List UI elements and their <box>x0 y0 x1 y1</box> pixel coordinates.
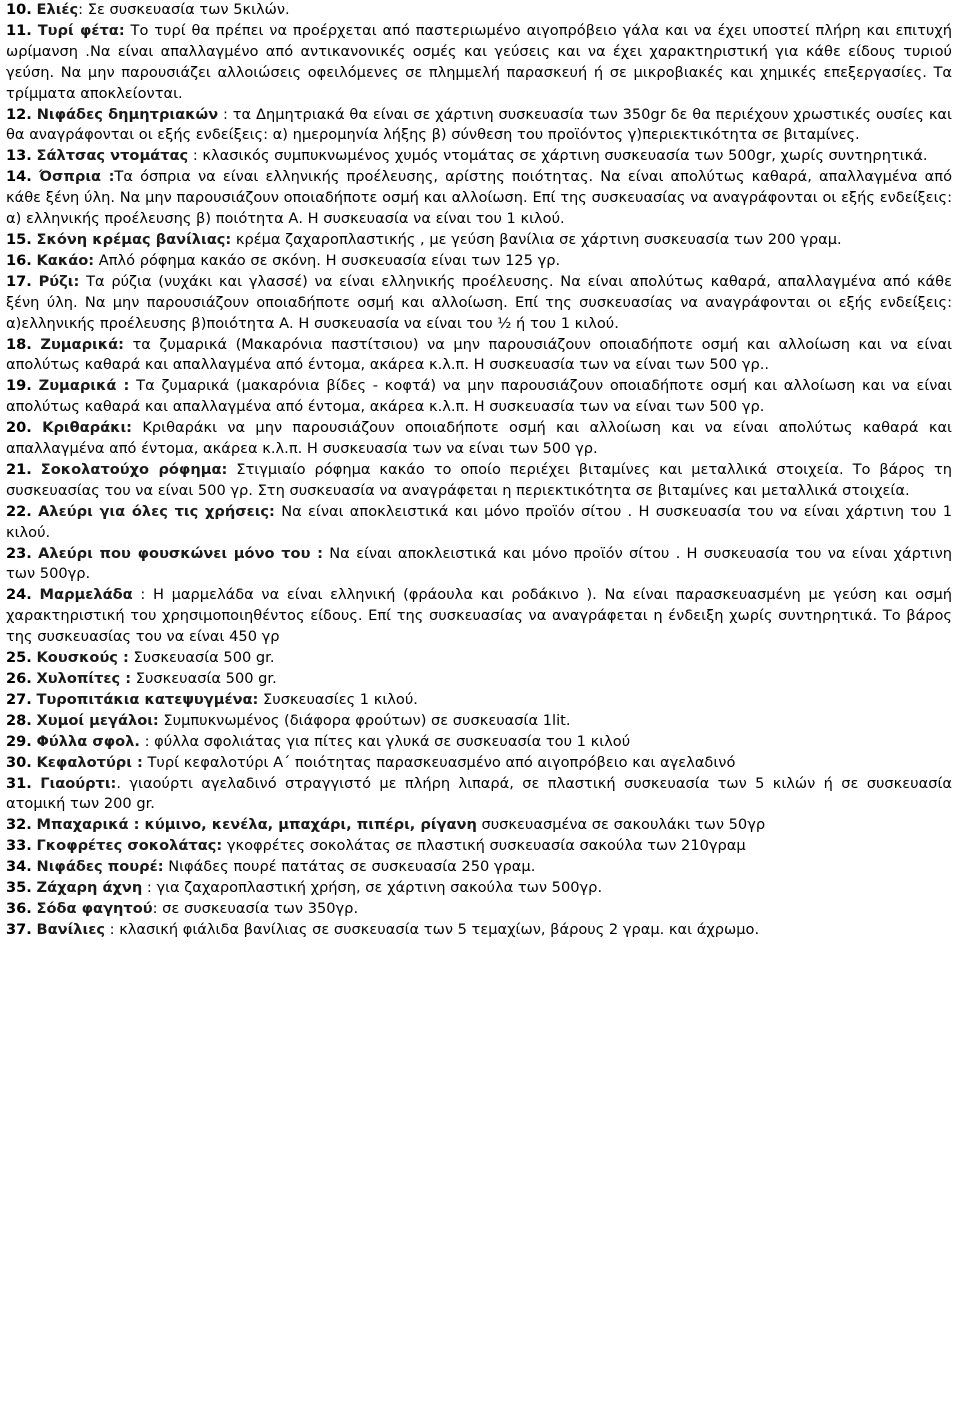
item-separator: : <box>152 899 163 917</box>
list-item-14 <box>6 167 952 230</box>
list-item-28 <box>6 711 952 732</box>
item-name: Ρύζι: <box>38 272 80 290</box>
item-number: 37. <box>6 920 32 938</box>
list-item-30 <box>6 753 952 774</box>
item-number: 30. <box>6 753 32 771</box>
list-item-31 <box>6 774 952 816</box>
item-description: κρέμα ζαχαροπλαστικής , με γεύση βανίλια σε χάρτινη συσκευασία των 200 γραμ. <box>235 230 842 248</box>
item-separator <box>132 419 142 436</box>
item-number: 12. <box>6 105 32 123</box>
item-number: 23. <box>6 544 32 562</box>
item-number: 25. <box>6 649 32 667</box>
item-name: Αλεύρι για όλες τις χρήσεις: <box>38 502 275 520</box>
item-name: Σόδα φαγητού <box>36 899 153 917</box>
item-number: 35. <box>6 879 32 897</box>
item-name: Φύλλα σφολ. <box>36 732 140 750</box>
item-name: Αλεύρι που φουσκώνει μόνο του : <box>38 544 323 562</box>
item-number: 20. <box>6 419 32 437</box>
item-description: Συσκευασία 500 gr. <box>133 649 275 667</box>
item-number: 29. <box>6 732 32 750</box>
item-name: Κακάο: <box>36 251 95 269</box>
item-separator <box>227 461 236 478</box>
item-number: 16. <box>6 251 32 269</box>
item-separator: : <box>132 586 153 604</box>
item-separator: : <box>139 732 155 750</box>
item-name: Χυμοί μεγάλοι: <box>36 711 159 729</box>
item-number: 22. <box>6 502 32 520</box>
list-item-37 <box>6 920 952 941</box>
item-number: 33. <box>6 837 32 855</box>
item-name: Σκόνη κρέμας βανίλιας: <box>36 230 232 248</box>
item-description: Σε συσκευασία των 5κιλών. <box>87 1 290 18</box>
list-item-16 <box>6 251 952 272</box>
item-description: συσκευασμένα σε σακουλάκι των 50γρ <box>481 816 766 834</box>
item-description: για ζαχαροπλαστική χρήση, σε χάρτινη σακούλα των 500γρ. <box>156 879 603 897</box>
item-name: Γιαούρτι: <box>40 774 117 792</box>
item-number: 14. <box>6 168 32 186</box>
item-separator: : <box>218 105 233 123</box>
item-name: Κριθαράκι: <box>42 419 133 437</box>
item-description: γκοφρέτες σοκολάτας σε πλαστική συσκευασία σακούλα των 210γραμ <box>226 837 746 855</box>
list-item-35 <box>6 878 952 899</box>
list-item-23 <box>6 544 952 586</box>
item-name: Μαρμελάδα <box>39 586 133 604</box>
list-item-17 <box>6 272 952 335</box>
item-description: Να είναι αποκλειστικά και μόνο προϊόν σίτου . Η συσκευασία του να είναι χάρτινη του 1 κιλού. <box>6 502 953 541</box>
list-item-10 <box>6 0 952 21</box>
list-item-22 <box>6 502 952 544</box>
list-item-24 <box>6 585 952 648</box>
list-item-26 <box>6 669 952 690</box>
item-description: Να είναι αποκλειστικά και μόνο προϊόν σίτου . Η συσκευασία του να είναι χάρτινη των 500γρ. <box>6 544 953 583</box>
item-number: 28. <box>6 711 32 729</box>
item-name: Νιφάδες πουρέ: <box>36 858 164 876</box>
item-name: Όσπρια : <box>38 168 115 186</box>
item-description: Τα όσπρια να είναι ελληνικής προέλευσης, αρίστης ποιότητας. Να είναι απολύτως καθαρά, απαλλαγμένα από κάθε ξένη ύλη. Να μην παρουσιάζουν οποιαδήποτε οσμή και αλλοίωση. Επί της συσκευασίας να αναγράφονται οι εξής ενδείξεις: α) ελληνικής προέλευσης β) ποιότητα Α. Η συσκευασία να είναι του 1 κιλού. <box>6 168 952 228</box>
list-item-19 <box>6 376 952 418</box>
list-item-13 <box>6 146 952 167</box>
item-description: Στιγμιαίο ρόφημα κακάο το οποίο περιέχει βιταμίνες και μεταλλικά στοιχεία. Το βάρος τη συσκευασίας του να είναι 500 γρ. Στη συσκευασία να αναγράφεται η περιεκτικότητα σε βιταμίνες και μεταλλικά στοιχεία. <box>6 460 952 499</box>
item-number: 34. <box>6 858 32 876</box>
item-description: Τα ρύζια (νυχάκι και γλασσέ) να είναι ελληνικής προέλευσης. Να είναι απολύτως καθαρά, απαλλαγμένα από κάθε ξένη ύλη. Να μην παρουσιάζουν οποιαδήποτε οσμή και αλλοίωση. Επί της συσκευασίας να αναγράφονται οι εξής ενδείξεις: α)ελληνικής προέλευσης β)ποιότητα Α. Η συσκευασία να είναι του ½ ή του 1 κιλού. <box>6 272 952 332</box>
list-item-27 <box>6 690 952 711</box>
item-name: Ζυμαρικά: <box>40 335 124 353</box>
item-name: Ελιές <box>36 1 79 18</box>
item-number: 15. <box>6 230 32 248</box>
item-name: Ζυμαρικά : <box>38 377 130 395</box>
item-name: Μπαχαρικά : κύμινο, κενέλα, μπαχάρι, πιπέρι, ρίγανη <box>36 816 477 834</box>
item-name: Ζάχαρη άχνη <box>36 879 143 897</box>
item-description: Νιφάδες πουρέ πατάτας σε συσκευασία 250 γραμ. <box>168 858 536 876</box>
item-name: Σάλτσας ντομάτας <box>36 147 189 165</box>
item-separator: : <box>104 920 120 938</box>
item-number: 18. <box>6 335 32 353</box>
list-item-36 <box>6 899 952 920</box>
item-number: 27. <box>6 690 32 708</box>
item-name: Χυλοπίτες : <box>36 670 132 687</box>
list-item-33 <box>6 836 952 857</box>
list-item-29 <box>6 732 952 753</box>
item-separator: : <box>142 879 157 897</box>
item-number: 19. <box>6 377 32 395</box>
item-description: γιαούρτι αγελαδινό στραγγιστό με πλήρη λιπαρά, σε πλαστική συσκευασία των 5 κιλών ή σε συσκευασία ατομική των 200 gr. <box>6 774 953 813</box>
item-description: Το τυρί θα πρέπει να προέρχεται από παστεριωμένο αιγοπρόβειο γάλα και να έχει υποστεί πλήρη και επιτυχή ωρίμανση .Να είναι απαλλαγμένο από αντικανονικές οσμές και γεύσεις και να έχει χαρακτηριστική για κάθε είδους τυριού γεύση. Να μην παρουσιάζει αλλοιώσεις οφειλόμενες σε πλημμελή παρασκευή ή σε μικροβιακές και χημικές επεξεργασίες. Τα τρίμματα αποκλείονται. <box>6 21 953 102</box>
item-name: Κουσκούς : <box>36 649 129 667</box>
item-description: σε συσκευασία των 350γρ. <box>162 899 359 917</box>
item-name: Σοκολατούχο ρόφημα: <box>40 460 228 478</box>
list-item-20 <box>6 418 952 460</box>
list-item-32 <box>6 815 952 836</box>
item-description: Συσκευασίες 1 κιλού. <box>263 690 418 708</box>
item-name: Τυρί φέτα: <box>37 21 125 39</box>
item-description: φύλλα σφολιάτας για πίτες και γλυκά σε συσκευασία του 1 κιλού <box>154 732 631 750</box>
list-item-21 <box>6 460 952 502</box>
item-number: 10. <box>6 1 32 18</box>
item-number: 21. <box>6 460 32 478</box>
list-item-18 <box>6 335 952 377</box>
item-separator: : <box>188 147 203 165</box>
item-number: 36. <box>6 899 32 917</box>
item-number: 11. <box>6 21 32 39</box>
item-number: 24. <box>6 586 32 604</box>
list-item-34 <box>6 857 952 878</box>
item-number: 31. <box>6 774 32 792</box>
item-description: Απλό ρόφημα κακάο σε σκόνη. Η συσκευασία είναι των 125 γρ. <box>98 251 561 269</box>
item-description: τα ζυμαρικά (Μακαρόνια παστίτσιου) να μην παρουσιάζουν οποιαδήποτε οσμή και αλλοίωση και να είναι απολύτως καθαρά και απαλλαγμένα από έντομα, ακάρεα κ.λ.π. Η συσκευασία των να είναι των 500 γρ.. <box>6 335 953 374</box>
item-number: 13. <box>6 147 32 165</box>
list-item-11 <box>6 21 952 105</box>
item-number: 32. <box>6 816 32 834</box>
list-item-25 <box>6 648 952 669</box>
item-name: Νιφάδες δημητριακών <box>36 105 219 123</box>
item-name: Κεφαλοτύρι : <box>36 753 143 771</box>
item-description: τα Δημητριακά θα είναι σε χάρτινη συσκευασία των 350gr δε θα περιέχουν χρωστικές ουσίες και θα αναγράφονται οι εξής ενδείξεις: α) ημερομηνία λήξης β) σύνθεση του προϊόντος γ)περιεκτικότητα σε βιταμίνες. <box>6 105 952 144</box>
item-description: Τα ζυμαρικά (μακαρόνια βίδες - κοφτά) να μην παρουσιάζουν οποιαδήποτε οσμή και αλλοίωση και να είναι απολύτως καθαρά και απαλλαγμένα από έντομα, ακάρεα κ.λ.π. Η συσκευασία των να είναι των 500 γρ. <box>6 377 952 416</box>
item-description: κλασική φιάλιδα βανίλιας σε συσκευασία των 5 τεμαχίων, βάρους 2 γραμ. και άχρωμο. <box>119 920 760 938</box>
item-description: Η μαρμελάδα να είναι ελληνική (φράουλα και ροδάκινο ). Να είναι παρασκευασμένη με γεύση και οσμή χαρακτηριστική του χρησιμοποιηθέντος είδους. Επί της συσκευασίας να αναγράφεται η ένδειξη χωρίς συντηρητικά. Το βάρος της συσκευασίας του να είναι 450 γρ <box>6 586 952 646</box>
item-description: Συσκευασία 500 gr. <box>135 670 277 687</box>
item-separator: : <box>78 1 88 18</box>
item-separator: . <box>116 774 130 792</box>
list-item-15 <box>6 230 952 251</box>
item-description: Κριθαράκι να μην παρουσιάζουν οποιαδήποτε οσμή και αλλοίωση και να είναι απολύτως καθαρά και απαλλαγμένα από έντομα, ακάρεα κ.λ.π. Η συσκευασία των να είναι των 500 γρ. <box>6 419 952 458</box>
item-number: 17. <box>6 272 32 290</box>
item-description: Τυρί κεφαλοτύρι Α΄ ποιότητας παρασκευασμένο από αιγοπρόβειο και αγελαδινό <box>147 753 736 771</box>
item-description: κλασικός συμπυκνωμένος χυμός ντομάτας σε χάρτινη συσκευασία των 500gr, χωρίς συντηρητικά. <box>202 147 928 165</box>
item-name: Γκοφρέτες σοκολάτας: <box>36 837 223 855</box>
list-item-12 <box>6 105 952 147</box>
item-name: Βανίλιες <box>36 920 105 938</box>
item-description: Συμπυκνωμένος (διάφορα φρούτων) σε συσκευασία 1lit. <box>163 711 571 729</box>
item-number: 26. <box>6 670 32 687</box>
item-name: Τυροπιτάκια κατεψυγμένα: <box>36 690 259 708</box>
